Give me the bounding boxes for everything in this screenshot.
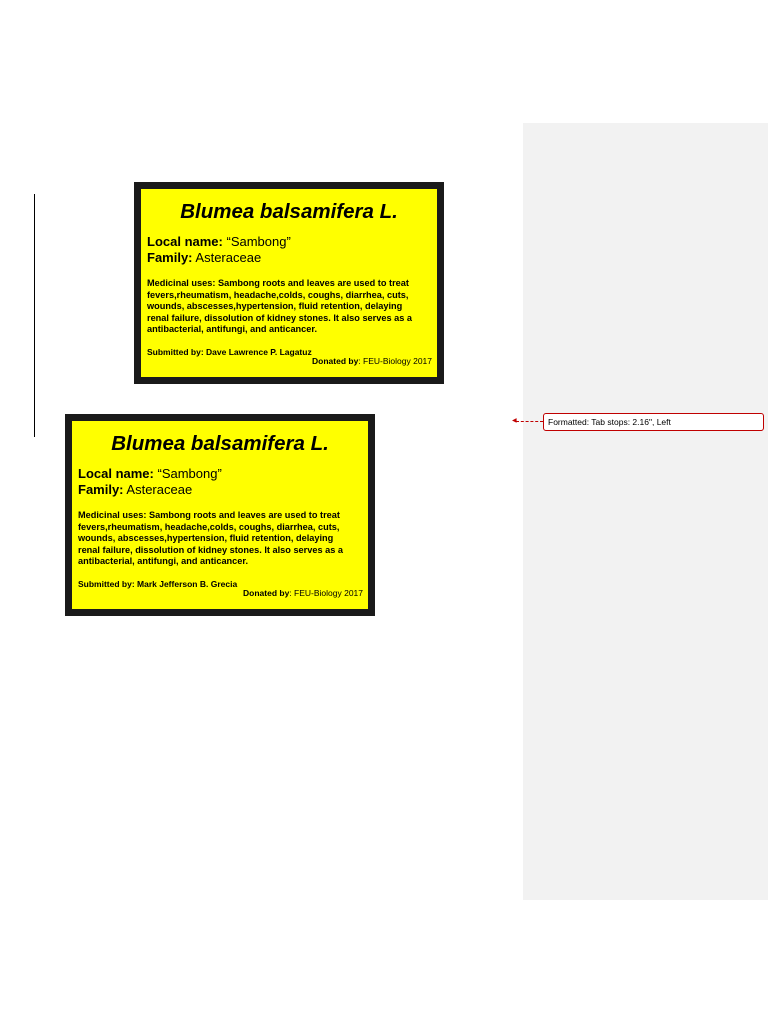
local-name-line [78,466,222,481]
species-name: Blumea balsamifera L. [180,200,398,223]
uses-line: Medicinal uses: Sambong roots and leaves are used to treat [78,510,340,520]
medicinal-uses [147,278,432,336]
local-name-label: Local name: [147,234,223,249]
family-value: Asteraceae [195,250,262,265]
change-bar [34,194,35,437]
local-name-label: Local name: [78,466,154,481]
local-name-value: “Sambong” [157,466,222,481]
medicinal-uses [78,510,363,568]
comment-pane [523,123,768,900]
local-name-value: “Sambong” [226,234,291,249]
donated-value: : FEU-Biology 2017 [358,356,432,366]
family-line [147,250,261,265]
specimen-label-2 [65,414,375,616]
uses-line: fevers,rheumatism, headache,colds, coughs, diarrhea, cuts, [78,521,340,532]
family-label: Family: [147,250,193,265]
uses-line: antibacterial, antifungi, and anticancer. [147,324,318,335]
local-name-line [147,234,291,249]
donated-label: Donated by [312,356,359,366]
donated-by [243,588,363,598]
family-value: Asteraceae [126,482,193,497]
comment-leader-line [516,421,543,423]
uses-line: wounds, abscesses,hypertension, fluid retention, delaying [147,301,403,312]
family-line [78,482,192,497]
uses-line: Medicinal uses: Sambong roots and leaves are used to treat [147,278,409,288]
donated-label: Donated by [243,588,290,598]
species-name: Blumea balsamifera L. [111,432,329,455]
uses-line: renal failure, dissolution of kidney stones. It also serves as a [147,312,412,323]
family-label: Family: [78,482,124,497]
submitted-by: Submitted by: Mark Jefferson B. Grecia [78,579,238,589]
formatting-comment-balloon[interactable]: Formatted: Tab stops: 2.16", Left [543,413,764,431]
submitted-by: Submitted by: Dave Lawrence P. Lagatuz [147,347,312,357]
uses-line: renal failure, dissolution of kidney stones. It also serves as a [78,544,343,555]
uses-line: antibacterial, antifungi, and anticancer. [78,556,249,567]
uses-line: wounds, abscesses,hypertension, fluid retention, delaying [78,533,334,544]
comment-anchor-icon: ◀ [512,418,517,424]
specimen-label-1 [134,182,444,384]
uses-line: fevers,rheumatism, headache,colds, coughs, diarrhea, cuts, [147,289,409,300]
donated-by [312,356,432,366]
donated-value: : FEU-Biology 2017 [289,588,363,598]
